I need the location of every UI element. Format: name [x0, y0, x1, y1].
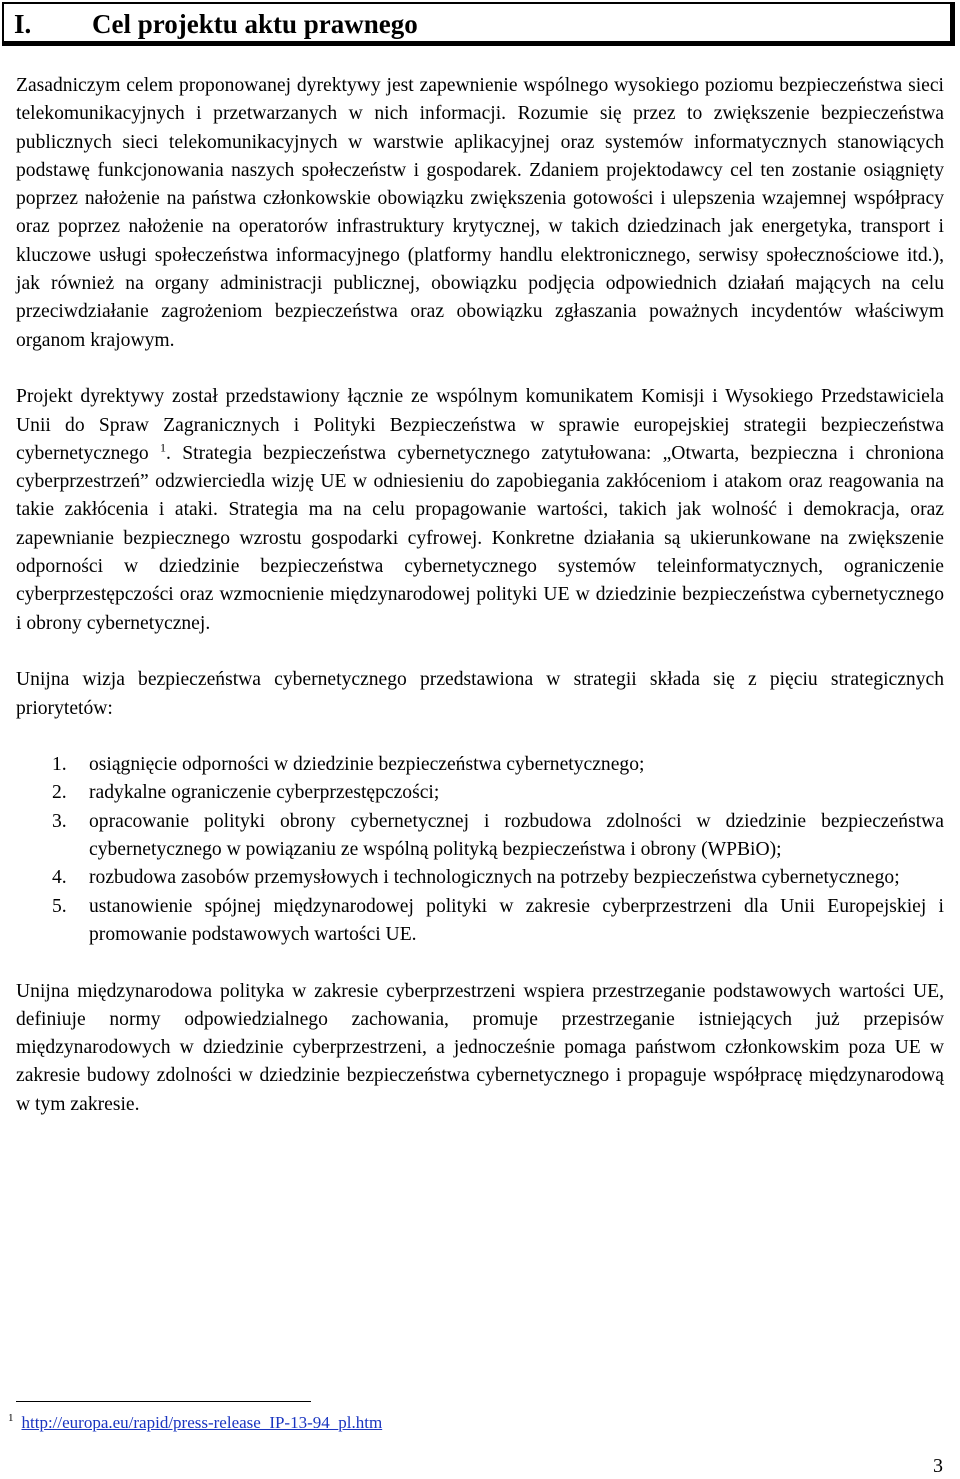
list-item [16, 808, 944, 865]
list-item-text: ustanowienie spójnej międzynarodowej polityki w zakresie cyberprzestrzeni dla Unii Europejskiej i promowanie podstawowych wartości UE. [89, 895, 944, 945]
list-item [16, 751, 944, 779]
list-item-text: rozbudowa zasobów przemysłowych i technologicznych na potrzeby bezpieczeństwa cybernetycznego; [89, 867, 900, 889]
paragraph-1: Zasadniczym celem proponowanej dyrektywy jest zapewnienie wspólnego wysokiego poziomu bezpieczeństwa sieci telekomunikacyjnych i przetwarzanych w nich informacji. Rozumie się przez to zwiększenie bezpieczeństwa publicznych sieci telekomunikacyjnych w warstwie aplikacyjnej oraz systemów informatycznych stanowiących podstawę funkcjonowania naszych społeczeństw i gospodarek. Zdaniem projektodawcy cel ten zostanie osiągnięty poprzez nałożenie na państwa członkowskie obowiązku zwiększenia gotowości i ulepszenia wzajemnej współpracy oraz poprzez nałożenie na operatorów infrastruktury krytycznej, w takich dziedzinach jak energetyka, transport i kluczowe usługi społeczeństwa informacyjnego (platformy handlu elektronicznego, serwisy społecznościowe itd.), jak również na organy administracji publicznej, obowiązku podjęcia odpowiednich działań mających na celu przeciwdziałanie zagrożeniom bezpieczeństwa oraz obowiązku zgłaszania poważnych incydentów właściwym organom krajowym. [16, 75, 944, 351]
footnote-separator [16, 1401, 311, 1402]
priorities-list [16, 751, 944, 949]
paragraph-4: Unijna międzynarodowa polityka w zakresie cyberprzestrzeni wspiera przestrzeganie podstawowych wartości UE, definiuje normy odpowiedzialnego zachowania, promuje przestrzeganie istniejących już przepisów międzynarodowych w dziedzinie cyberprzestrzeni, a jednocześnie pomaga państwom członkowskim poza UE w zakresie budowy zdolności w dziedzinie bezpieczeństwa cybernetycznego i propaguje współpracę międzynarodową w tym zakresie. [16, 980, 944, 1115]
footnote-number: 1 [8, 1412, 14, 1425]
list-item-number: 4. [52, 867, 67, 889]
paragraph-3: Unijna wizja bezpieczeństwa cybernetycznego przedstawiona w strategii składa się z pięciu strategicznych priorytetów: [16, 669, 944, 719]
list-item [16, 864, 944, 892]
footnote [8, 1412, 382, 1434]
footnote-link[interactable]: http://europa.eu/rapid/press-release_IP-13-94_pl.htm [21, 1413, 383, 1432]
list-item-number: 1. [52, 754, 67, 776]
paragraph-2-text-b: . Strategia bezpieczeństwa cybernetycznego zatytułowana: „Otwarta, bezpieczna i chroniona cyberprzestrzeń” odzwierciedla wizję UE w odniesieniu do zapobiegania zakłóceniom i atakom oraz reagowania na takie zakłócenia i ataki. Strategia ma na celu propagowanie wartości, takich jak wolność i demokracja, oraz zapewnianie bezpiecznego wzrostu gospodarki cyfrowej. Konkretne działania są ukierunkowane na zwiększenie odporności w dziedzinie bezpieczeństwa cybernetycznego systemów teleinformatycznych, ograniczenie cyberprzestępczości oraz wzmocnienie międzynarodowej polityki UE w dziedzinie bezpieczeństwa cybernetycznego i obrony cybernetycznej. [16, 442, 944, 634]
paragraph-2 [16, 383, 944, 638]
list-item-text: radykalne ograniczenie cyberprzestępczości; [89, 782, 440, 804]
page-number: 3 [933, 1455, 943, 1477]
list-item-number: 3. [52, 810, 67, 832]
section-title: Cel projektu aktu prawnego [92, 9, 418, 39]
document-body [16, 72, 944, 1147]
list-item-number: 2. [52, 782, 67, 804]
list-item-text: opracowanie polityki obrony cybernetycznej i rozbudowa zdolności w dziedzinie bezpieczeństwa cybernetycznego w powiązaniu ze wspólną polityką bezpieczeństwa i obrony (WPBiO); [89, 810, 944, 861]
list-item [16, 779, 944, 807]
paragraph-2-text-a: Projekt dyrektywy został przedstawiony łącznie ze wspólnym komunikatem Komisji i Wysokiego Przedstawiciela Unii do Spraw Zagranicznych i Polityki Bezpieczeństwa w sprawie europejskiej strategii bezpieczeństwa cybernetycznego [16, 386, 944, 464]
section-heading [2, 2, 955, 46]
list-item-text: osiągnięcie odporności w dziedzinie bezpieczeństwa cybernetycznego; [89, 754, 645, 776]
list-item-number: 5. [52, 895, 67, 917]
list-item [16, 893, 944, 950]
section-number: I. [14, 9, 32, 39]
footnote-reference[interactable]: 1 [160, 440, 167, 455]
